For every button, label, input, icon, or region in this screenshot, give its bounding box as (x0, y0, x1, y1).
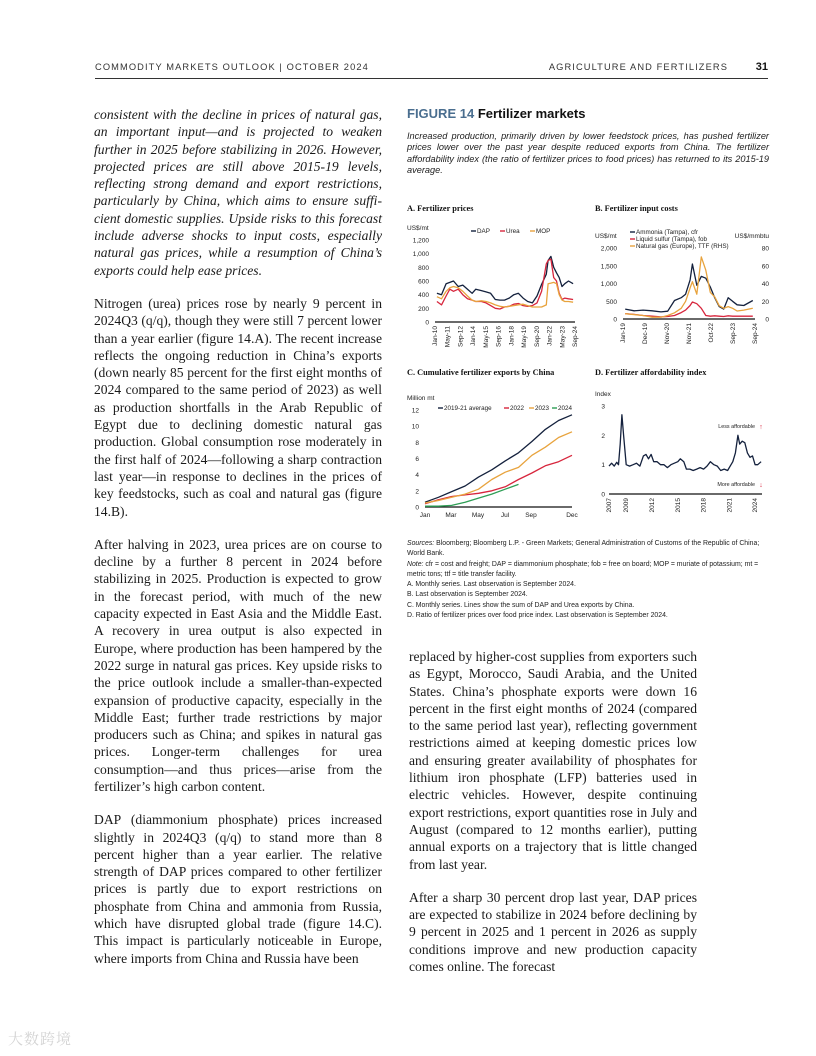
note-c: C. Monthly series. Lines show the sum of DAP and Urea exports by China. (407, 601, 635, 609)
svg-text:3: 3 (601, 403, 605, 411)
svg-text:Jan-19: Jan-19 (620, 323, 627, 343)
svg-text:1,000: 1,000 (412, 251, 429, 259)
svg-text:May-11: May-11 (444, 326, 452, 348)
svg-text:Million mt: Million mt (407, 395, 435, 402)
chart-panel-a (407, 204, 587, 364)
svg-text:Jan-14: Jan-14 (470, 326, 478, 346)
svg-text:MOP: MOP (536, 228, 551, 235)
svg-text:2021: 2021 (726, 498, 734, 513)
running-header (95, 62, 768, 79)
svg-text:2018: 2018 (700, 498, 708, 513)
svg-text:May-23: May-23 (559, 326, 567, 348)
fertilizer-input-costs-chart (595, 218, 775, 368)
svg-text:600: 600 (418, 278, 429, 286)
svg-text:Sep-23: Sep-23 (730, 323, 737, 344)
svg-text:DAP: DAP (477, 228, 490, 235)
svg-text:Jan: Jan (419, 512, 431, 519)
note-d: D. Ratio of fertilizer prices over food price index. Last observation is September 2024. (407, 612, 668, 620)
svg-text:US$/mt: US$/mt (407, 225, 429, 232)
svg-text:10: 10 (411, 423, 419, 431)
svg-text:Sep-12: Sep-12 (457, 326, 465, 347)
svg-text:0: 0 (601, 491, 605, 499)
panel-title: C. Cumulative fertilizer exports by China (407, 368, 555, 377)
svg-text:May-15: May-15 (482, 326, 490, 348)
svg-text:Jul: Jul (500, 512, 510, 519)
figure-14 (407, 106, 769, 176)
note-b: B. Last observation is September 2024. (407, 591, 528, 599)
svg-text:2024: 2024 (752, 498, 760, 513)
body-paragraph: After a sharp 30 percent drop last year, DAP prices are expected to stabilize in 2024 before declining by 9 percent in 2025 and 1 percent in 2026 as supply conditions improve and new production capacity comes online. The forecast (409, 889, 697, 975)
figure-number: FIGURE 14 (407, 106, 475, 121)
svg-text:2023: 2023 (535, 405, 550, 412)
svg-text:Nov-21: Nov-21 (686, 323, 693, 344)
svg-text:2024: 2024 (558, 405, 573, 412)
panel-title: A. Fertilizer prices (407, 204, 474, 213)
chart-panel-d (595, 368, 775, 528)
svg-text:0: 0 (613, 316, 617, 324)
svg-text:60: 60 (761, 263, 769, 271)
svg-text:Dec: Dec (566, 512, 578, 519)
figure-title (407, 106, 769, 121)
page-number: 31 (755, 61, 768, 73)
figure-subtitle: Increased production, primarily driven by lower feedstock prices, has pushed fertilizer prices lower over the past year despite reduced exports from China. The fertilizer affordability index (the ratio of fertilizer prices to food prices) has returned to its 2015-19 average. (407, 131, 769, 175)
body-paragraph: replaced by higher-cost supplies from exporters such as Egypt, Morocco, Saudi Arabia, and the United States. China’s phosphate exports were down 16 percent in the first eight months of 2024 (compared to the same period last year), reflecting government restrictions aimed at keeping domestic prices low and ensuring greater availability of phosphates for lithium iron phosphate (LFP) batteries used in electric vehicles. However, despite continuing export restrictions, export quantities rose in July and August (compared to 12 months earlier), putting annual exports on a trajectory that is little changed from last year. (409, 649, 697, 872)
affordability-index-chart (595, 391, 775, 544)
cumulative-exports-chart (407, 394, 587, 529)
svg-text:20: 20 (761, 298, 769, 306)
svg-text:Less affordable: Less affordable (718, 424, 755, 430)
panel-title: D. Fertilizer affordability index (595, 368, 707, 377)
svg-text:↑: ↑ (759, 424, 763, 431)
svg-text:1,000: 1,000 (600, 281, 617, 288)
svg-text:Liquid sulfur (Tampa), fob: Liquid sulfur (Tampa), fob (636, 236, 708, 243)
svg-text:2022: 2022 (510, 405, 525, 412)
svg-text:0: 0 (765, 316, 769, 324)
svg-text:2012: 2012 (648, 498, 656, 513)
watermark-logo: 大数跨境 (8, 1030, 73, 1048)
section-title: AGRICULTURE AND FERTILIZERS (548, 62, 728, 72)
svg-text:500: 500 (606, 298, 617, 306)
svg-text:4: 4 (415, 472, 419, 480)
svg-text:May-19: May-19 (521, 326, 529, 348)
svg-text:More affordable: More affordable (717, 482, 755, 488)
left-column (94, 106, 382, 983)
svg-text:Jan-10: Jan-10 (432, 326, 439, 346)
svg-text:Index: Index (595, 391, 611, 398)
svg-text:8: 8 (415, 439, 419, 447)
svg-text:2: 2 (415, 488, 419, 496)
figure-notes (407, 539, 767, 621)
svg-text:2009: 2009 (623, 498, 631, 513)
svg-text:Ammonia (Tampa), cfr: Ammonia (Tampa), cfr (636, 229, 698, 236)
svg-text:Sep-20: Sep-20 (533, 326, 541, 347)
svg-text:May: May (471, 512, 485, 519)
svg-text:1,200: 1,200 (412, 237, 429, 245)
publication-title: COMMODITY MARKETS OUTLOOK | OCTOBER 2024 (95, 62, 369, 72)
right-column (409, 648, 697, 991)
svg-text:Sep-24: Sep-24 (752, 323, 759, 344)
svg-text:Natural gas (Europe), TTF (RHS: Natural gas (Europe), TTF (RHS) (636, 243, 729, 250)
fertilizer-prices-chart (407, 218, 587, 368)
svg-text:Sep-16: Sep-16 (495, 326, 503, 347)
chart-panel-c (407, 368, 587, 528)
svg-text:↓: ↓ (759, 482, 763, 489)
svg-text:400: 400 (418, 292, 429, 300)
svg-text:200: 200 (418, 305, 429, 313)
svg-text:800: 800 (418, 264, 429, 272)
svg-text:Sep-24: Sep-24 (572, 326, 579, 347)
svg-text:2019-21 average: 2019-21 average (444, 405, 492, 412)
svg-text:Dec-19: Dec-19 (642, 323, 649, 344)
svg-text:US$/mmbtu: US$/mmbtu (734, 233, 769, 240)
body-paragraph: After halving in 2023, urea prices are on course to decline by a further 8 percent in 2024 before stabilizing in 2025. Production is expected to grow in the forecast period, with much of the new capacity expected in East Asia and the Middle East. A recovery in urea output is also expected in Europe, where production has been hampered by the 2022 surge in natural gas prices. Key upside risks to the price outlook include a smaller-than-expected expansion of productive capacity, especially in the Middle East; further trade restrictions by major producers such as China; and spikes in natural gas prices. Longer-term challenges for urea consumption—and thus prices—arise from the fertilizer’s high carbon content. (94, 536, 382, 794)
body-paragraph: DAP (diammonium phosphate) prices increased slightly in 2024Q3 (q/q) to stand more than 8 percent higher than a year earlier. The relative strength of DAP prices compared to other fertilizer prices is partly due to export restrictions on phosphate from China and ammonia from Russia, which have disrupted global trade (figure 14.C). This impact is particularly noticeable in Europe, where imports from China and Russia have been (94, 812, 382, 966)
svg-text:1: 1 (601, 462, 605, 470)
svg-text:12: 12 (411, 407, 419, 415)
svg-text:0: 0 (425, 319, 429, 327)
svg-text:Mar: Mar (445, 512, 457, 519)
abbrev-note: Note: cfr = cost and freight; DAP = diammonium phosphate; fob = free on board; MOP = muriate of potassium; mt = metric tons; ttf = title transfer facility. (407, 560, 759, 578)
svg-text:0: 0 (415, 504, 419, 512)
svg-text:80: 80 (761, 245, 769, 253)
chart-panel-b (595, 204, 775, 364)
svg-text:2: 2 (601, 432, 605, 440)
svg-text:2015: 2015 (674, 498, 682, 513)
svg-text:Oct-22: Oct-22 (708, 323, 715, 343)
svg-text:1,500: 1,500 (600, 263, 617, 271)
figure-title-text: Fertilizer markets (477, 106, 586, 121)
svg-text:Jan-22: Jan-22 (546, 326, 554, 346)
panel-title: B. Fertilizer input costs (595, 204, 678, 213)
svg-text:40: 40 (761, 281, 769, 288)
svg-text:6: 6 (415, 456, 419, 463)
body-paragraph: consistent with the decline in prices of natural gas, an important input—and is projected to weaken further in 2025 before stabilizing in 2026. However, projected prices are still above 2015-19 levels, reflecting strong demand and export restrictions, particularly by China, which aims to ensure sufficient domestic supplies. Upside risks to this forecast include adverse shocks to input costs, especially natural gas prices, while a resumption of China’s exports could help ease prices. (94, 107, 382, 278)
svg-text:Sep: Sep (525, 512, 537, 519)
svg-text:US$/mt: US$/mt (595, 233, 617, 240)
svg-text:Jan-18: Jan-18 (508, 326, 516, 346)
svg-text:Nov-20: Nov-20 (664, 323, 671, 344)
svg-text:2,000: 2,000 (600, 245, 617, 253)
svg-text:Urea: Urea (506, 228, 520, 235)
note-a: A. Monthly series. Last observation is September 2024. (407, 581, 576, 589)
body-paragraph: Nitrogen (urea) prices rose by nearly 9 percent in 2024Q3 (q/q), though they were still 7 percent lower than a year earlier (figure 14.A). The recent increase reflects the ongoing reduction in China’s exports (down nearly 85 percent for the first eight months of 2024 compared to the same period of 2023) as well as production shortfalls in the Arab Republic of Egypt due to declining domestic natural gas production. Global consumption rose moderately in the first half of 2024—following a sharp contraction last year—in response to declines in the prices of key feedstocks, such as coal and natural gas (figure 14.B). (94, 295, 382, 519)
sources-note: Sources: Bloomberg; Bloomberg L.P. - Green Markets; General Administration of Customs of the Republic of China; World Bank. (407, 540, 760, 558)
svg-text:2007: 2007 (606, 498, 613, 513)
